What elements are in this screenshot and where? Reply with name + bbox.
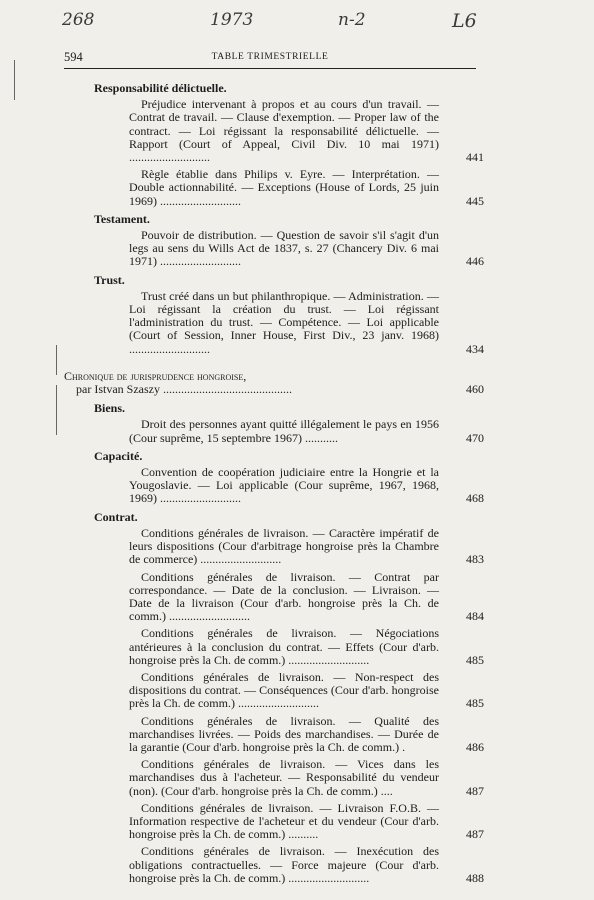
entry-page-number: 484 <box>466 609 484 624</box>
entry-page-number: 441 <box>466 150 484 165</box>
entry-text: Conditions générales de livraison. — Qualité des marchandises livrées. — Poids des marchandises. — Durée de la garantie (Cour d'arb. hongroise près la Ch. de comm.) . <box>129 713 439 754</box>
entry-text: Convention de coopération judiciaire entre la Hongrie et la Yougoslavie. — Loi applicable (Cour suprême, 1967, 1968, 1969) ........................... <box>129 465 439 506</box>
handwritten-note-2: 1973 <box>210 10 254 30</box>
entry-page-number: 487 <box>466 783 484 798</box>
entry-page-number: 486 <box>466 739 484 754</box>
entry-page-number: 445 <box>466 193 484 208</box>
index-entry <box>64 845 484 885</box>
index-section <box>64 82 484 208</box>
index-entry <box>64 466 484 506</box>
index-content <box>64 82 484 889</box>
entry-text: Conditions générales de livraison. — Vices dans les marchandises dus à l'acheteur. — Responsabilité du vendeur (non). (Cour d'arb. hongroise près la Ch. de comm.) .... <box>129 757 439 798</box>
running-title: TABLE TRIMESTRIELLE <box>211 52 329 62</box>
entry-text: Pouvoir de distribution. — Question de savoir s'il s'agit d'un legs au sens du Wills Act de 1837, s. 27 (Chancery Div. 6 mai 1971) ........................... <box>129 228 439 269</box>
entry-text: Conditions générales de livraison. — Contrat par correspondance. — Date de la conclusion. — Livraison. — Date de la livraison (Cour d'arb. hongroise près la Ch. de comm.) ........................... <box>129 569 439 624</box>
entry-text: Conditions générales de livraison. — Non-respect des dispositions du contrat. — Conséquences (Cour d'arb. hongroise près la Ch. de comm.) ........................... <box>129 669 439 711</box>
entry-page-number: 446 <box>466 254 484 269</box>
index-section <box>64 213 484 269</box>
entry-text: Préjudice intervenant à propos et au cours d'un travail. — Contrat de travail. — Clause d'exemption. — Proper law of the contract. — Loi régissant la responsabilité délictuelle. — Rapport (Court of Appeal, Civil Div. 10 mai 1971) ........................... <box>129 97 439 165</box>
chronicle-title: Chronique de jurisprudence hongroise, <box>64 368 247 383</box>
entry-text: Droit des personnes ayant quitté illégalement le pays en 1956 (Cour suprême, 15 septembre 1967) ........... <box>129 417 439 445</box>
entry-page-number: 483 <box>466 552 484 567</box>
index-entry <box>64 627 484 667</box>
handwritten-note-3: n-2 <box>338 10 366 30</box>
entry-text: Trust créé dans un but philanthropique. — Administration. — Loi régissant la création du trust. — Loi régissant l'administration du trust. — Compétence. — Loi applicable (Court of Session, Inner House, First Div., 23 janv. 1968) ........................... <box>129 288 439 356</box>
entry-page-number: 485 <box>466 696 484 711</box>
index-entry <box>64 715 484 755</box>
section-heading: Contrat. <box>94 509 138 524</box>
margin-mark <box>56 345 57 375</box>
index-section <box>64 274 484 356</box>
index-entry <box>64 802 484 842</box>
page-number: 594 <box>64 50 83 64</box>
entry-text: Conditions générales de livraison. — Livraison F.O.B. — Information respective de l'acheteur et du vendeur (Cour d'arb. hongroise près la Ch. de comm.) .......... <box>129 800 439 842</box>
index-section <box>64 450 484 506</box>
index-section <box>64 402 484 445</box>
index-entry <box>64 98 484 164</box>
index-section <box>64 511 484 885</box>
entry-page-number: 488 <box>466 870 484 885</box>
entry-text: Conditions générales de livraison. — Caractère impératif de leurs dispositions (Cour d'arbitrage hongroise près la Chambre de commerce) ........................... <box>129 525 439 567</box>
entry-page-number: 487 <box>466 827 484 842</box>
handwritten-note-1: 268 <box>62 10 95 30</box>
index-entry <box>64 418 484 444</box>
page-header <box>64 50 476 69</box>
index-entry <box>64 571 484 624</box>
entry-text: Conditions générales de livraison. — Inexécution des obligations contractuelles. — Force majeure (Cour d'arb. hongroise près la Ch. de comm.) ........................... <box>129 844 439 885</box>
section-heading: Testament. <box>94 211 150 226</box>
index-entry <box>64 229 484 269</box>
entry-page-number: 470 <box>466 430 484 445</box>
section-heading: Capacité. <box>94 448 143 463</box>
index-entry <box>64 527 484 567</box>
chronicle-entry <box>64 370 484 396</box>
entry-text: Conditions générales de livraison. — Négociations antérieures à la conclusion du contrat. — Effets (Cour d'arb. hongroise près la Ch. de comm.) ........................... <box>129 626 439 667</box>
entry-page-number: 434 <box>466 341 484 356</box>
margin-mark <box>14 60 15 100</box>
margin-mark <box>56 385 57 435</box>
index-entry <box>64 290 484 356</box>
index-entry <box>64 168 484 208</box>
chronicle-author: par Istvan Szaszy ........................................... <box>76 382 292 397</box>
entry-text: Règle établie dans Philips v. Eyre. — Interprétation. — Double actionnabilité. — Exceptions (House of Lords, 25 juin 1969) ........................... <box>129 167 439 208</box>
section-heading: Trust. <box>94 272 125 287</box>
chronicle-page: 460 <box>466 382 484 397</box>
index-entry <box>64 758 484 798</box>
index-entry <box>64 671 484 711</box>
handwritten-note-4: L6 <box>452 10 477 32</box>
entry-page-number: 468 <box>466 491 484 506</box>
entry-page-number: 485 <box>466 652 484 667</box>
section-heading: Biens. <box>94 401 126 416</box>
section-heading: Responsabilité délictuelle. <box>94 81 227 95</box>
